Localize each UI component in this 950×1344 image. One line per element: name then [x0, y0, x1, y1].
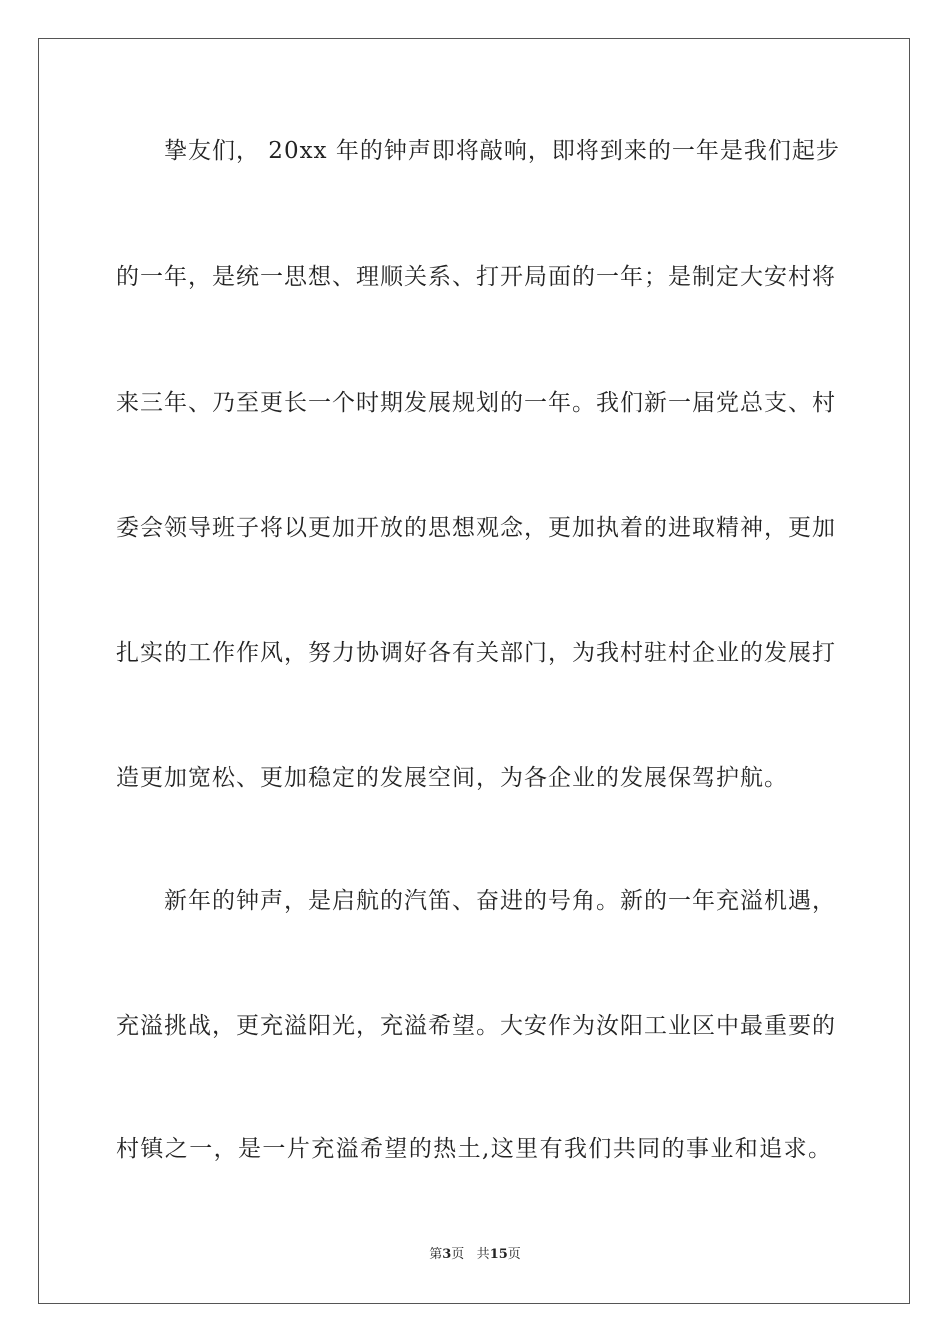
- footer-page-number: 3: [442, 1247, 452, 1262]
- paragraph-1-line-4: 委会领导班子将以更加开放的思想观念，更加执着的进取精神，更加: [116, 515, 836, 541]
- paragraph-1-line-2: 的一年，是统一思想、理顺关系、打开局面的一年；是制定大安村将: [116, 264, 836, 290]
- paragraph-1-line-6: 造更加宽松、更加稳定的发展空间，为各企业的发展保驾护航。: [116, 765, 788, 791]
- footer-total-prefix: 共: [476, 1247, 490, 1262]
- paragraph-1-line-5: 扎实的工作作风，努力协调好各有关部门，为我村驻村企业的发展打: [116, 640, 836, 666]
- footer-total-number: 15: [489, 1247, 508, 1262]
- paragraph-1-line-3: 来三年、乃至更长一个时期发展规划的一年。我们新一届党总支、村: [116, 390, 836, 416]
- paragraph-2-line-1: 新年的钟声，是启航的汽笛、奋进的号角。新的一年充溢机遇，: [164, 888, 836, 914]
- footer-page-suffix: 页: [451, 1247, 465, 1262]
- footer-page-prefix: 第: [429, 1247, 443, 1262]
- paragraph-1-line-1: 挚友们， 20xx 年的钟声即将敲响，即将到来的一年是我们起步: [164, 138, 840, 164]
- page-footer: [0, 1247, 950, 1263]
- paragraph-2-line-3: 村镇之一，是一片充溢希望的热土,这里有我们共同的事业和追求。: [116, 1136, 832, 1162]
- paragraph-2-line-2: 充溢挑战，更充溢阳光，充溢希望。大安作为汝阳工业区中最重要的: [116, 1013, 836, 1039]
- page-border: [38, 38, 910, 1304]
- footer-total-suffix: 页: [507, 1247, 521, 1262]
